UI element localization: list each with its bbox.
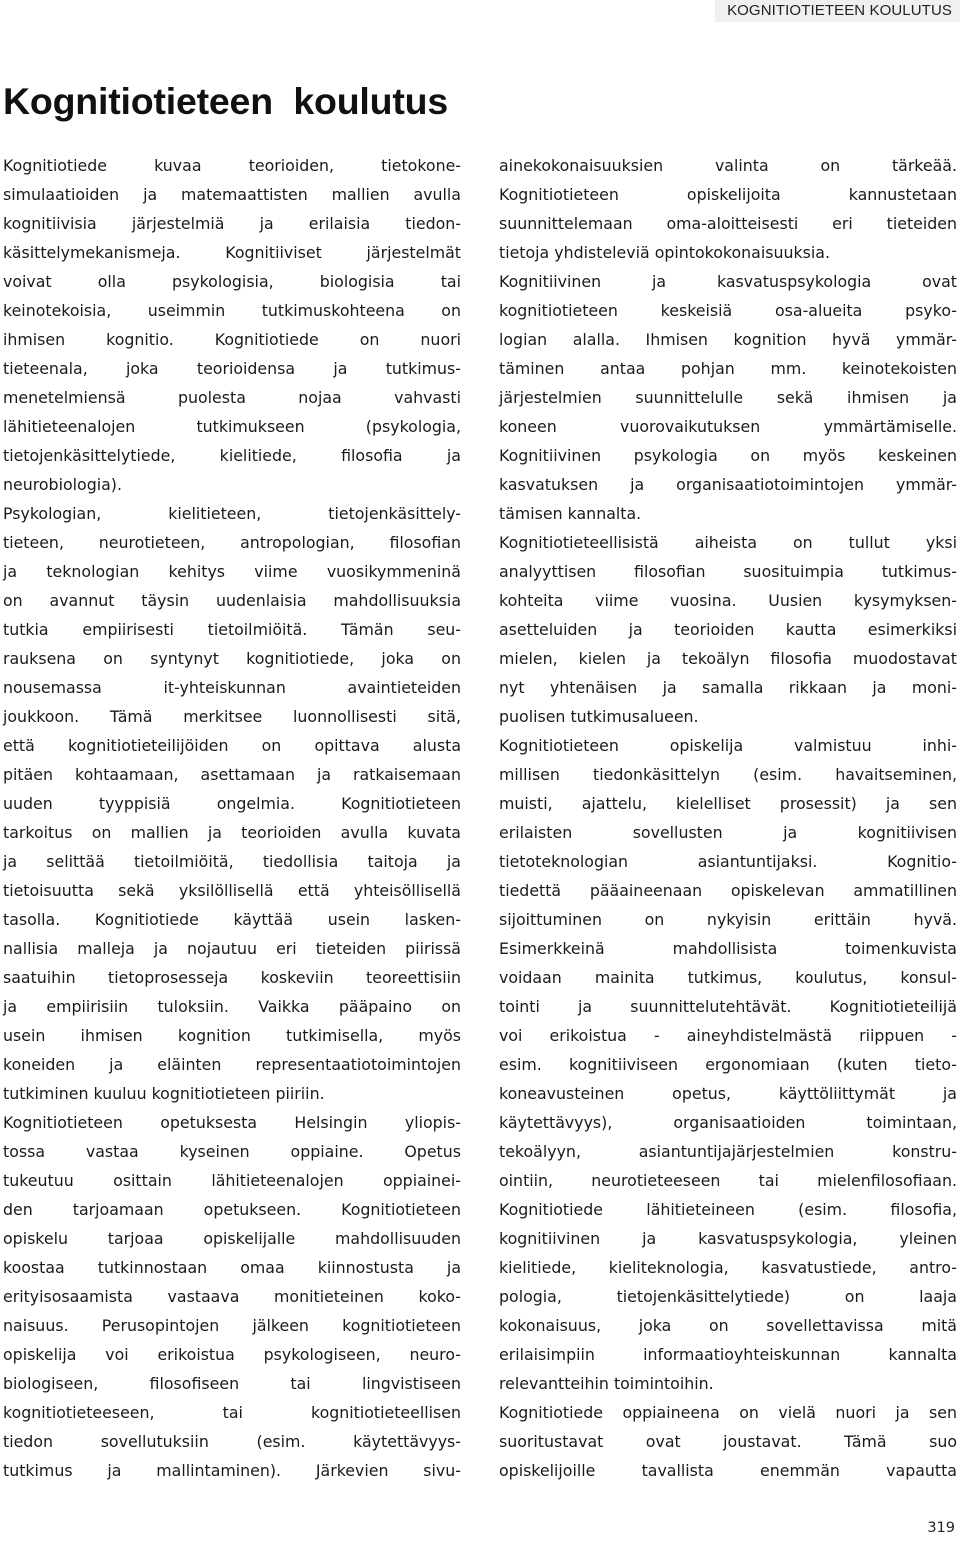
text-line: kognitiivisia järjestelmiä ja erilaisia tiedon- (3, 214, 461, 233)
text-line: Kognitiivinen ja kasvatuspsykologia ovat (499, 272, 957, 291)
text-line: usein ihmisen kognition tutkimisella, myös (3, 1026, 461, 1045)
text-line: koneen vuorovaikutuksen ymmärtämiselle. (499, 417, 957, 436)
text-line: keinotekoisia, useimmin tutkimuskohteena on (3, 301, 461, 320)
text-line: opiskelija voi erikoistua psykologiseen, neuro- (3, 1345, 461, 1364)
text-line: voivat olla psykologisia, biologisia tai (3, 272, 461, 291)
text-line: kognitiotieteen keskeisiä osa-alueita psyko- (499, 301, 957, 320)
text-line: tarkoitus on mallien ja teorioiden avulla kuvata (3, 823, 461, 842)
text-line: erityisosaamista vastaava monitieteinen koko- (3, 1287, 461, 1306)
page-title: Kognitiotieteen koulutus (3, 80, 448, 122)
text-line: tekoälyyn, asiantuntijajärjestelmien konstru- (499, 1142, 957, 1161)
running-header: KOGNITIOTIETEEN KOULUTUS (715, 0, 960, 22)
text-line: tointi ja suunnittelutehtävät. Kognitiotieteilijä (499, 997, 957, 1016)
text-line: tietojenkäsittelytiede, kielitiede, filosofia ja (3, 446, 461, 465)
text-line: nallisia malleja ja nojautuu eri tieteiden piirissä (3, 939, 461, 958)
text-line: nousemassa it-yhteiskunnan avaintieteiden (3, 678, 461, 697)
text-line: sijoittuminen on nykyisin erittäin hyvä. (499, 910, 957, 929)
text-line: käsittelymekanismeja. Kognitiiviset järjestelmät (3, 243, 461, 262)
text-line: relevantteihin toimintoihin. (499, 1374, 714, 1393)
text-line: erilaisten sovellusten ja kognitiivisen (499, 823, 957, 842)
text-line: on avannut täysin uudenlaisia mahdollisuuksia (3, 591, 461, 610)
text-column-left (3, 151, 461, 1485)
text-line: millisen tiedonkäsittelyn (esim. havaitseminen, (499, 765, 957, 784)
text-line: esim. kognitiiviseen ergonomiaan (kuten tieto- (499, 1055, 957, 1074)
text-line: käytettävyys), organisaatioiden toimintaan, (499, 1113, 957, 1132)
text-line: suoritustavat ovat joustavat. Tämä suo (499, 1432, 957, 1451)
text-line: naisuus. Perusopintojen jälkeen kognitiotieteen (3, 1316, 461, 1335)
text-line: opiskelu tarjoaa opiskelijalle mahdollisuuden (3, 1229, 461, 1248)
text-line: ja teknologian kehitys viime vuosikymmeninä (3, 562, 461, 581)
text-line: kognitiivinen ja kasvatuspsykologia, yleinen (499, 1229, 957, 1248)
text-line: että kognitiotieteilijöiden on opittava alusta (3, 736, 461, 755)
text-line: tietoteknologian asiantuntijaksi. Kognitio- (499, 852, 957, 871)
text-line: tutkiminen kuuluu kognitiotieteen piiriin. (3, 1084, 325, 1103)
text-line: neurobiologia). (3, 475, 122, 494)
text-line: voidaan mainita tutkimus, koulutus, konsul- (499, 968, 957, 987)
text-line: puolisen tutkimusalueen. (499, 707, 699, 726)
text-line: kohteita viime vuosina. Uusien kysymyksen- (499, 591, 957, 610)
text-line: asetteluiden ja teorioiden kautta esimerkiksi (499, 620, 957, 639)
text-line: kognitiotieteeseen, tai kognitiotieteellisen (3, 1403, 461, 1422)
text-line: Kognitiotiede oppiaineena on vielä nuori ja sen (499, 1403, 957, 1422)
text-line: Kognitiotieteen opiskelija valmistuu inhi- (499, 736, 957, 755)
text-line: opiskelijoille tavallista enemmän vapautta (499, 1461, 957, 1480)
text-line: kasvatuksen ja organisaatiotoimintojen ymmär- (499, 475, 957, 494)
text-line: tietoja yhdisteleviä opintokokonaisuuksia. (499, 243, 830, 262)
text-line: Kognitiotiede kuvaa teorioiden, tietokone- (3, 156, 461, 175)
text-line: pologia, tietojenkäsittelytiede) on laaja (499, 1287, 957, 1306)
text-line: suunnittelemaan oma-aloitteisesti eri tieteiden (499, 214, 957, 233)
text-line: Kognitiivinen psykologia on myös keskeinen (499, 446, 957, 465)
text-line: tutkia empiirisesti tietoilmiöitä. Tämän seu- (3, 620, 461, 639)
text-line: joukkoon. Tämä merkitsee luonnollisesti sitä, (3, 707, 461, 726)
text-line: ja empiirisiin tuloksiin. Vaikka pääpaino on (3, 997, 461, 1016)
text-line: den tarjoamaan opetukseen. Kognitiotieteen (3, 1200, 461, 1219)
text-line: tasolla. Kognitiotiede käyttää usein lasken- (3, 910, 461, 929)
text-line: koneavusteinen opetus, käyttöliittymät ja (499, 1084, 957, 1103)
text-line: ja selittää tietoilmiöitä, tiedollisia taitoja ja (3, 852, 461, 871)
text-line: lähitieteenalojen tutkimukseen (psykologia, (3, 417, 461, 436)
text-line: tossa vastaa kyseinen oppiaine. Opetus (3, 1142, 461, 1161)
text-line: ointiin, neurotieteeseen tai mielenfilosofiaan. (499, 1171, 957, 1190)
text-line: pitäen kohtaamaan, asettamaan ja ratkaisemaan (3, 765, 461, 784)
text-line: Kognitiotieteen opetuksesta Helsingin yliopis- (3, 1113, 461, 1132)
text-column-right (499, 151, 957, 1485)
text-line: Esimerkkeinä mahdollisista toimenkuvista (499, 939, 957, 958)
text-line: koostaa tutkinnostaan omaa kiinnostusta ja (3, 1258, 461, 1277)
text-line: mielen, kielen ja tekoälyn filosofia muodostavat (499, 649, 957, 668)
text-line: tutkimus ja mallintaminen). Järkevien sivu- (3, 1461, 461, 1480)
text-line: Kognitiotieteen opiskelijoita kannustetaan (499, 185, 957, 204)
text-line: järjestelmien suunnittelulle sekä ihmisen ja (499, 388, 957, 407)
text-line: täminen antaa pohjan mm. keinotekoisten (499, 359, 957, 378)
text-line: analyyttisen filosofian suosituimpia tutkimus- (499, 562, 957, 581)
text-line: kokonaisuus, joka on sovellettavissa mitä (499, 1316, 957, 1335)
text-line: saatuihin tietoprosesseja koskeviin teoreettisiin (3, 968, 461, 987)
text-line: erilaisimpiin informaatioyhteiskunnan kannalta (499, 1345, 957, 1364)
text-line: tieteenala, joka teorioidensa ja tutkimus- (3, 359, 461, 378)
text-line: koneiden ja eläinten representaatiotoimintojen (3, 1055, 461, 1074)
text-line: ainekokonaisuuksien valinta on tärkeää. (499, 156, 957, 175)
text-line: tiedettä pääaineenaan opiskelevan ammatillinen (499, 881, 957, 900)
text-line: nyt yhtenäisen ja samalla rikkaan ja moni- (499, 678, 957, 697)
text-line: tukeutuu osittain lähitieteenalojen oppiainei- (3, 1171, 461, 1190)
text-line: muisti, ajattelu, kielelliset prosessit) ja sen (499, 794, 957, 813)
text-line: rauksena on syntynyt kognitiotiede, joka on (3, 649, 461, 668)
text-line: voi erikoistua - aineyhdistelmästä riippuen - (499, 1026, 957, 1045)
text-line: tietoisuutta sekä yksilöllisellä että yhteisöllisellä (3, 881, 461, 900)
text-line: ihmisen kognitio. Kognitiotiede on nuori (3, 330, 461, 349)
text-line: simulaatioiden ja matemaattisten mallien avulla (3, 185, 461, 204)
text-line: menetelmiensä puolesta nojaa vahvasti (3, 388, 461, 407)
text-line: uuden tyyppisiä ongelmia. Kognitiotieteen (3, 794, 461, 813)
text-line: tämisen kannalta. (499, 504, 642, 523)
page-number: 319 (927, 1520, 955, 1536)
text-line: Kognitiotiede lähitieteineen (esim. filosofia, (499, 1200, 957, 1219)
text-line: tiedon sovellutuksiin (esim. käytettävyys- (3, 1432, 461, 1451)
text-line: biologiseen, filosofiseen tai lingvistiseen (3, 1374, 461, 1393)
text-line: logian alalla. Ihmisen kognition hyvä ymmär- (499, 330, 957, 349)
text-line: Kognitiotieteellisistä aiheista on tullut yksi (499, 533, 957, 552)
text-line: kielitiede, kieliteknologia, kasvatustiede, antro- (499, 1258, 957, 1277)
text-line: Psykologian, kielitieteen, tietojenkäsittely- (3, 504, 461, 523)
text-line: tieteen, neurotieteen, antropologian, filosofian (3, 533, 461, 552)
